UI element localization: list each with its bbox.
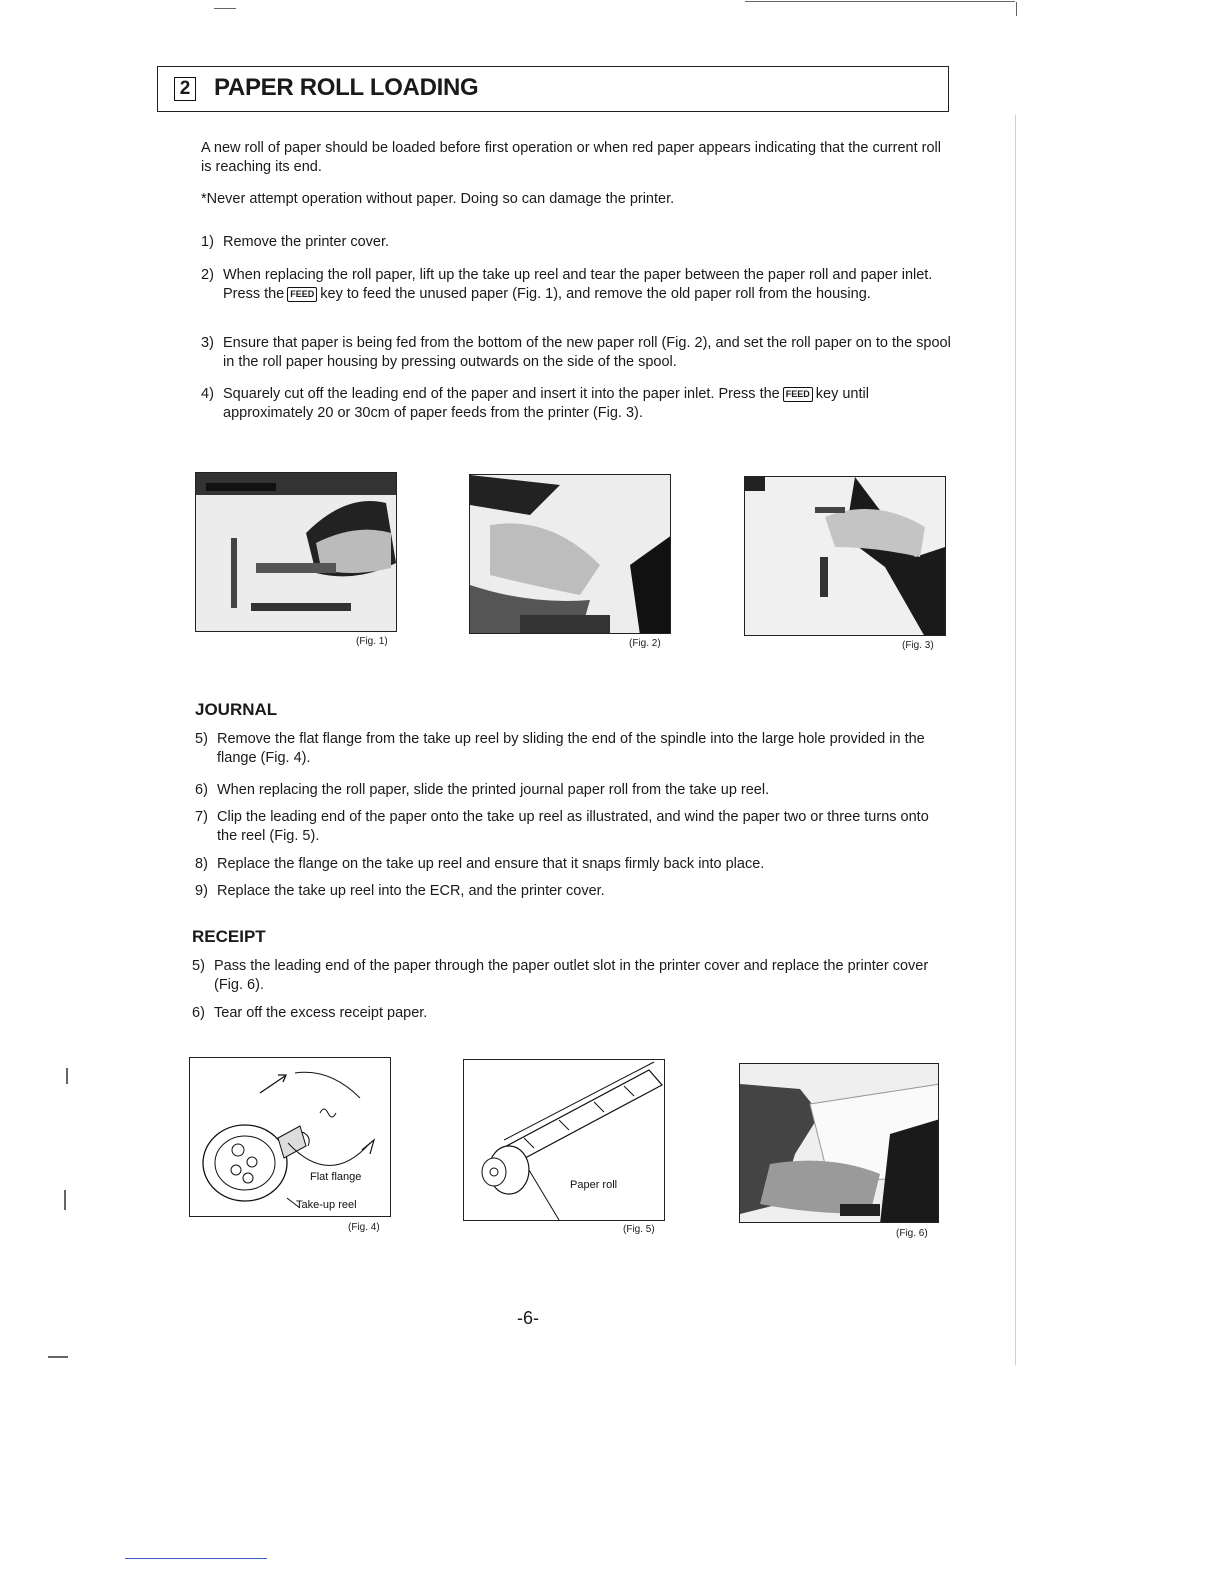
step-4: [201, 385, 951, 423]
intro-paragraph: A new roll of paper should be loaded before first operation or when red paper appears indicating that the current roll is reaching its end.: [201, 140, 941, 175]
page-number: -6-: [517, 1308, 539, 1328]
scan-mark: [1016, 2, 1017, 16]
scan-edge-line: [1015, 115, 1016, 1365]
step-text-before-key: Squarely cut off the leading end of the paper and insert it into the paper inlet. Press the: [223, 386, 780, 402]
receipt-step-5: [192, 957, 942, 995]
journal-step-9: [195, 882, 945, 901]
step-number: 7): [195, 809, 208, 825]
figure-1-photo: [195, 472, 397, 632]
step-text: Clip the leading end of the paper onto the take up reel as illustrated, and wind the paper two or three turns onto the reel (Fig. 5).: [217, 809, 929, 844]
figure-1-caption: (Fig. 1): [356, 636, 388, 647]
figure-4-image: [190, 1058, 391, 1217]
step-number: 5): [195, 731, 208, 747]
figure-4-drawing: [189, 1057, 391, 1217]
arrow-line: [260, 1076, 285, 1093]
arrow-head-icon: [362, 1140, 374, 1154]
step-1: [201, 233, 951, 252]
figure-5-drawing: [463, 1059, 665, 1221]
receipt-heading: RECEIPT: [192, 927, 266, 946]
step-number: 8): [195, 856, 208, 872]
warning-note: *Never attempt operation without paper. Doing so can damage the printer.: [201, 191, 675, 207]
figure-3-image: [745, 477, 946, 636]
figure-1-image: [196, 473, 397, 632]
figure-2-image: [470, 475, 671, 634]
feed-key-icon: FEED: [287, 287, 317, 302]
step-number: 1): [201, 234, 214, 250]
figure-5-image: [464, 1060, 665, 1221]
scan-mark: [745, 1, 1015, 2]
step-text: When replacing the roll paper, slide the printed journal paper roll from the take up reel.: [217, 782, 770, 798]
step-text-after-key: key to feed the unused paper (Fig. 1), and remove the old paper roll from the housing.: [320, 286, 871, 302]
step-text: [223, 385, 951, 423]
figure-6-photo: [739, 1063, 939, 1223]
spindle: [278, 1126, 306, 1158]
journal-step-8: [195, 855, 945, 874]
step-number: 2): [201, 267, 214, 283]
step-number: 3): [201, 335, 214, 351]
section-title-box: [157, 66, 949, 112]
figure-3-photo: [744, 476, 946, 636]
journal-step-6: [195, 781, 945, 800]
section-number: 2: [174, 77, 196, 101]
figure-4-caption: (Fig. 4): [348, 1222, 380, 1233]
scan-mark: [48, 1356, 68, 1358]
receipt-step-6: [192, 1004, 942, 1023]
step-text: Remove the printer cover.: [223, 234, 390, 250]
step-number: 4): [201, 386, 214, 402]
figure-5-caption: (Fig. 5): [623, 1224, 655, 1235]
step-text-before-key: When replacing the roll paper, lift up the take up reel and tear the paper between the paper roll and paper inlet. Press the: [223, 267, 933, 302]
step-text: [223, 266, 951, 304]
step-text: Tear off the excess receipt paper.: [214, 1005, 428, 1021]
step-text: Ensure that paper is being fed from the bottom of the new paper roll (Fig. 2), and set the roll paper on to the spool in the roll paper housing by pressing outwards on the side of the spool.: [223, 335, 951, 370]
scan-mark: [214, 8, 236, 9]
step-number: 5): [192, 958, 205, 974]
step-number: 6): [195, 782, 208, 798]
figure-6-image: [740, 1064, 939, 1223]
scan-mark: [64, 1190, 66, 1210]
journal-step-5: [195, 730, 945, 768]
journal-heading: JOURNAL: [195, 700, 278, 719]
step-text: Pass the leading end of the paper through the paper outlet slot in the printer cover and replace the printer cover (Fig. 6).: [214, 958, 929, 993]
label-take-up-reel: Take-up reel: [296, 1199, 357, 1211]
step-text: Remove the flat flange from the take up reel by sliding the end of the spindle into the large hole provided in the flange (Fig. 4).: [217, 731, 925, 766]
journal-step-7: [195, 808, 945, 846]
step-2: [201, 266, 951, 304]
feed-key-icon: FEED: [783, 387, 813, 402]
step-text-after-key: key until approximately 20 or 30cm of paper feeds from the printer (Fig. 3).: [223, 386, 869, 421]
step-3: [201, 334, 951, 372]
scan-mark: [125, 1558, 267, 1559]
scan-mark: [66, 1068, 68, 1084]
figure-6-caption: (Fig. 6): [896, 1228, 928, 1239]
step-text: Replace the take up reel into the ECR, and the printer cover.: [217, 883, 605, 899]
label-paper-roll: Paper roll: [570, 1179, 618, 1191]
step-number: 6): [192, 1005, 205, 1021]
section-title: PAPER ROLL LOADING: [214, 74, 479, 101]
figure-3-caption: (Fig. 3): [902, 640, 934, 651]
label-flat-flange: Flat flange: [310, 1171, 362, 1183]
roll-paper-strip: [499, 1070, 662, 1165]
step-text: Replace the flange on the take up reel and ensure that it snaps firmly back into place.: [217, 856, 765, 872]
figure-2-caption: (Fig. 2): [629, 638, 661, 649]
step-number: 9): [195, 883, 208, 899]
figure-2-photo: [469, 474, 671, 634]
